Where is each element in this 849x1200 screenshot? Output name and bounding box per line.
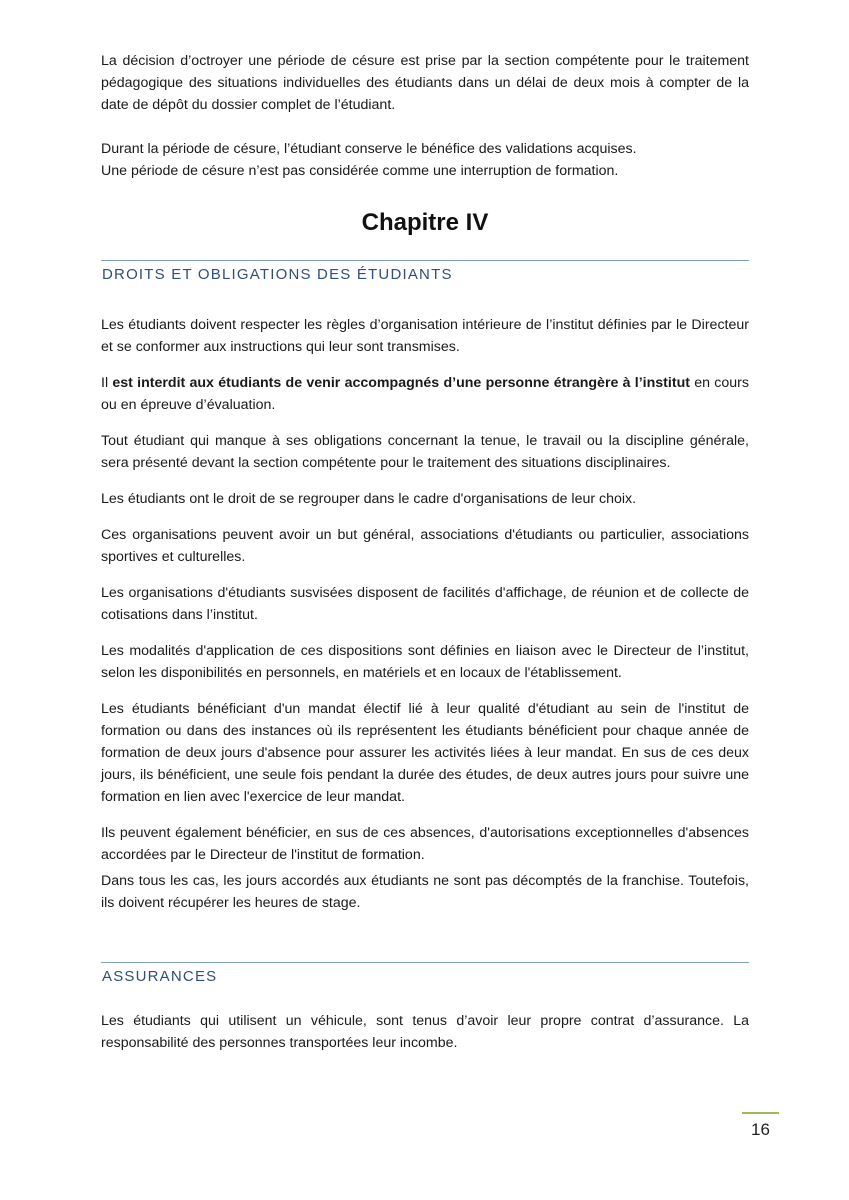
rights-paragraph-1: Les étudiants doivent respecter les règles d’organisation intérieure de l’institut définies par le Directeur et se conformer aux instructions qui leur sont transmises. — [101, 317, 749, 355]
intro-block — [101, 50, 749, 182]
page-number-rule — [742, 1112, 779, 1114]
rights-paragraph-7: Les modalités d'application de ces dispositions sont définies en liaison avec le Directeur de l’institut, selon les disponibilités en personnels, en matériels et en locaux de l'établissement. — [101, 643, 749, 681]
rights-p2-bold: est interdit aux étudiants de venir accompagnés d’une personne étrangère à l’institut — [112, 375, 690, 391]
page-number: 16 — [751, 1120, 770, 1139]
section-header-rights — [101, 260, 749, 286]
rights-p2-prefix: Il — [101, 375, 113, 391]
section-body-insurance — [101, 1010, 749, 1054]
rights-paragraph-4: Les étudiants ont le droit de se regrouper dans le cadre d'organisations de leur choix. — [101, 491, 637, 507]
rights-paragraph-10: Dans tous les cas, les jours accordés aux étudiants ne sont pas décomptés de la franchise. Toutefois, ils doivent récupérer les heures de stage. — [101, 873, 749, 911]
rights-paragraph-5: Ces organisations peuvent avoir un but général, associations d'étudiants ou particulier, associations sportives et culturelles. — [101, 527, 749, 565]
intro-paragraph-1: La décision d’octroyer une période de césure est prise par la section compétente pour le traitement pédagogique des situations individuelles des étudiants dans un délai de deux mois à compter de la date de dépôt du dossier complet de l’étudiant. — [101, 53, 749, 113]
rights-paragraph-9: Ils peuvent également bénéficier, en sus de ces absences, d'autorisations exceptionnelles d'absences accordées par le Directeur de l'institut de formation. — [101, 825, 749, 863]
intro-paragraph-3: Une période de césure n’est pas considérée comme une interruption de formation. — [101, 163, 619, 179]
section-title-insurance: ASSURANCES — [102, 968, 218, 985]
section-body-rights — [101, 314, 749, 914]
page-number-block — [742, 1112, 779, 1140]
rights-paragraph-2 — [101, 372, 749, 416]
rights-paragraph-3: Tout étudiant qui manque à ses obligations concernant la tenue, le travail ou la discipline générale, sera présenté devant la section compétente pour le traitement des situations disciplinaires. — [101, 433, 749, 471]
insurance-paragraph-1: Les étudiants qui utilisent un véhicule, sont tenus d’avoir leur propre contrat d’assurance. La responsabilité des personnes transportées leur incombe. — [101, 1013, 749, 1051]
document-page — [101, 50, 749, 1068]
section-header-insurance — [101, 962, 749, 988]
rights-paragraph-8: Les étudiants bénéficiant d'un mandat électif lié à leur qualité d'étudiant au sein de l'institut de formation ou dans des instances où ils représentent les étudiants bénéficient pour chaque année de formation de deux jours d'absence pour assurer les activités liées à leur mandat. En sus de ces deux jours, ils bénéficient, une seule fois pendant la durée des études, de deux autres jours pour suivre une formation en lien avec l'exercice de leur mandat. — [101, 701, 749, 805]
intro-paragraph-2: Durant la période de césure, l’étudiant conserve le bénéfice des validations acquises. — [101, 141, 637, 157]
rights-p2-suffix: en cours ou en épreuve d’évaluation. — [101, 375, 749, 413]
chapter-title: Chapitre IV — [361, 209, 489, 236]
section-title-rights: DROITS ET OBLIGATIONS DES ÉTUDIANTS — [102, 266, 453, 283]
rights-paragraph-6: Les organisations d'étudiants susvisées disposent de facilités d'affichage, de réunion et de collecte de cotisations dans l’institut. — [101, 585, 749, 623]
